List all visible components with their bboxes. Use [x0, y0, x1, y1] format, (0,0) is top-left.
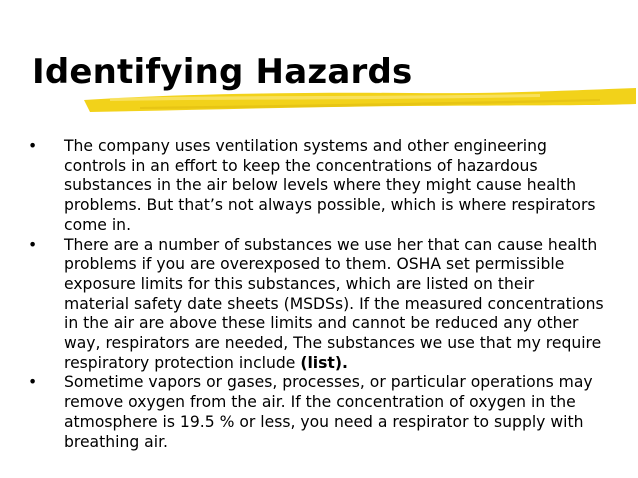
bullet-text: There are a number of substances we use her that can cause health problems if you are overexposed to them. OSHA set permissible exposure limits for this substances, which are listed on their material safety date sheets (MSDSs). If the measured concentrations in the air are above these limits and cannot be reduced any other way, respirators are needed, The substances we use that my require respiratory protection include [64, 235, 604, 372]
bullet-list [26, 137, 604, 452]
bullet-text: The company uses ventilation systems and other engineering controls in an effort to keep the concentrations of hazardous substances in the air below levels where they might cause health problems. But that’s not always possible, which is where respirators come in. [64, 137, 596, 234]
bullet-dot: • [28, 373, 38, 392]
bullet-dot: • [28, 235, 38, 254]
bullet-item [26, 373, 604, 452]
bullet-item [26, 236, 604, 374]
bullet-text: Sometime vapors or gases, processes, or particular operations may remove oxygen from the air. If the concentration of oxygen in the atmosphere is 19.5 % or less, you need a respirator to supply with breathing air. [64, 373, 593, 451]
bullet-emphasis: (list). [300, 353, 348, 372]
bullet-dot: • [28, 137, 38, 155]
slide-title: Identifying Hazards [32, 52, 413, 92]
title-underline-brushstroke [80, 82, 638, 122]
bullet-item [26, 137, 604, 236]
